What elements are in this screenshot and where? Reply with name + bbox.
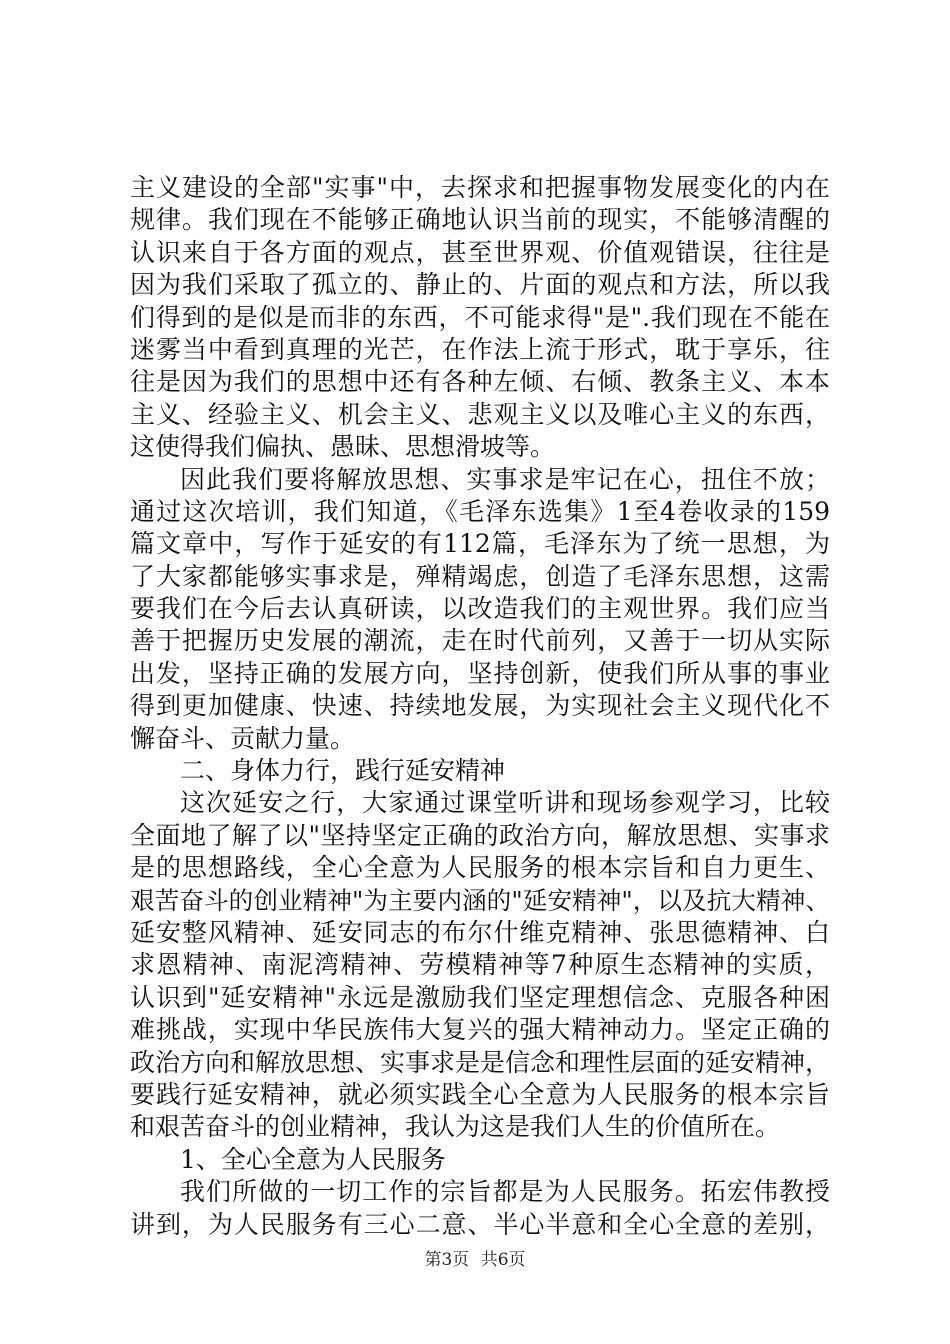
text-line: 认识到"延安精神"永远是激励我们坚定理想信念、克服各种困	[130, 982, 830, 1012]
text-line: 要我们在今后去认真研读，以改造我们的主观世界。我们应当	[130, 594, 830, 624]
text-line: 了大家都能够实事求是，殚精竭虑，创造了毛泽东思想，这需	[130, 561, 830, 591]
text-line: 求恩精神、南泥湾精神、劳模精神等7种原生态精神的实质，	[130, 950, 830, 980]
text-line: 因此我们要将解放思想、实事求是牢记在心，扭住不放；	[180, 464, 830, 494]
text-line: 通过这次培训，我们知道，《毛泽东选集》1至4卷收录的159	[130, 496, 830, 526]
text-line: 全面地了解了以"坚持坚定正确的政治方向，解放思想、实事求	[130, 820, 830, 850]
text-line: 主义建设的全部"实事"中，去探求和把握事物发展变化的内在	[130, 173, 830, 202]
text-line: 规律。我们现在不能够正确地认识当前的现实，不能够清醒的	[130, 205, 830, 235]
text-line: 们得到的是似是而非的东西，不可能求得"是".我们现在不能在	[130, 302, 830, 332]
text-line: 讲到，为人民服务有三心二意、半心半意和全心全意的差别，	[130, 1209, 830, 1239]
text-line: 延安整风精神、延安同志的布尔什维克精神、张思德精神、白	[130, 917, 830, 947]
text-line: 我们所做的一切工作的宗旨都是为人民服务。拓宏伟教授	[180, 1177, 830, 1207]
text-line: 政治方向和解放思想、实事求是是信念和理性层面的延安精神，	[130, 1047, 831, 1077]
text-line: 这次延安之行，大家通过课堂听讲和现场参观学习，比较	[180, 788, 830, 818]
text-line: 出发，坚持正确的发展方向，坚持创新，使我们所从事的事业	[130, 658, 830, 688]
text-line: 艰苦奋斗的创业精神"为主要内涵的"延安精神"，以及抗大精神、	[130, 885, 830, 915]
text-line: 二、身体力行，践行延安精神	[180, 756, 506, 786]
text-line: 因为我们采取了孤立的、静止的、片面的观点和方法，所以我	[130, 270, 830, 300]
page-number: 第3页	[424, 1250, 470, 1270]
text-line: 这使得我们偏执、愚昧、思想滑坡等。	[130, 432, 556, 462]
text-line: 篇文章中，写作于延安的有112篇，毛泽东为了统一思想，为	[130, 529, 830, 559]
text-line: 和艰苦奋斗的创业精神，我认为这是我们人生的价值所在。	[130, 1112, 781, 1142]
text-line: 主义、经验主义、机会主义、悲观主义以及唯心主义的东西，	[130, 399, 830, 429]
text-line: 要践行延安精神，就必须实践全心全意为人民服务的根本宗旨	[130, 1079, 830, 1109]
text-line: 迷雾当中看到真理的光芒，在作法上流于形式，耽于享乐，往	[130, 334, 830, 364]
page-total: 共6页	[480, 1250, 526, 1270]
text-line: 1、全心全意为人民服务	[180, 1144, 446, 1174]
text-line: 是的思想路线，全心全意为人民服务的根本宗旨和自力更生、	[130, 853, 830, 883]
text-line: 往是因为我们的思想中还有各种左倾、右倾、教条主义、本本	[130, 367, 830, 397]
page-footer	[0, 1245, 950, 1270]
text-line: 善于把握历史发展的潮流，走在时代前列，又善于一切从实际	[130, 626, 830, 656]
body-text	[130, 172, 830, 1241]
text-line: 难挑战，实现中华民族伟大复兴的强大精神动力。坚定正确的	[130, 1015, 830, 1045]
text-line: 懈奋斗、贡献力量。	[130, 723, 356, 753]
text-line: 认识来自于各方面的观点，甚至世界观、价值观错误，往往是	[130, 237, 830, 267]
text-line: 得到更加健康、快速、持续地发展，为实现社会主义现代化不	[130, 691, 830, 721]
